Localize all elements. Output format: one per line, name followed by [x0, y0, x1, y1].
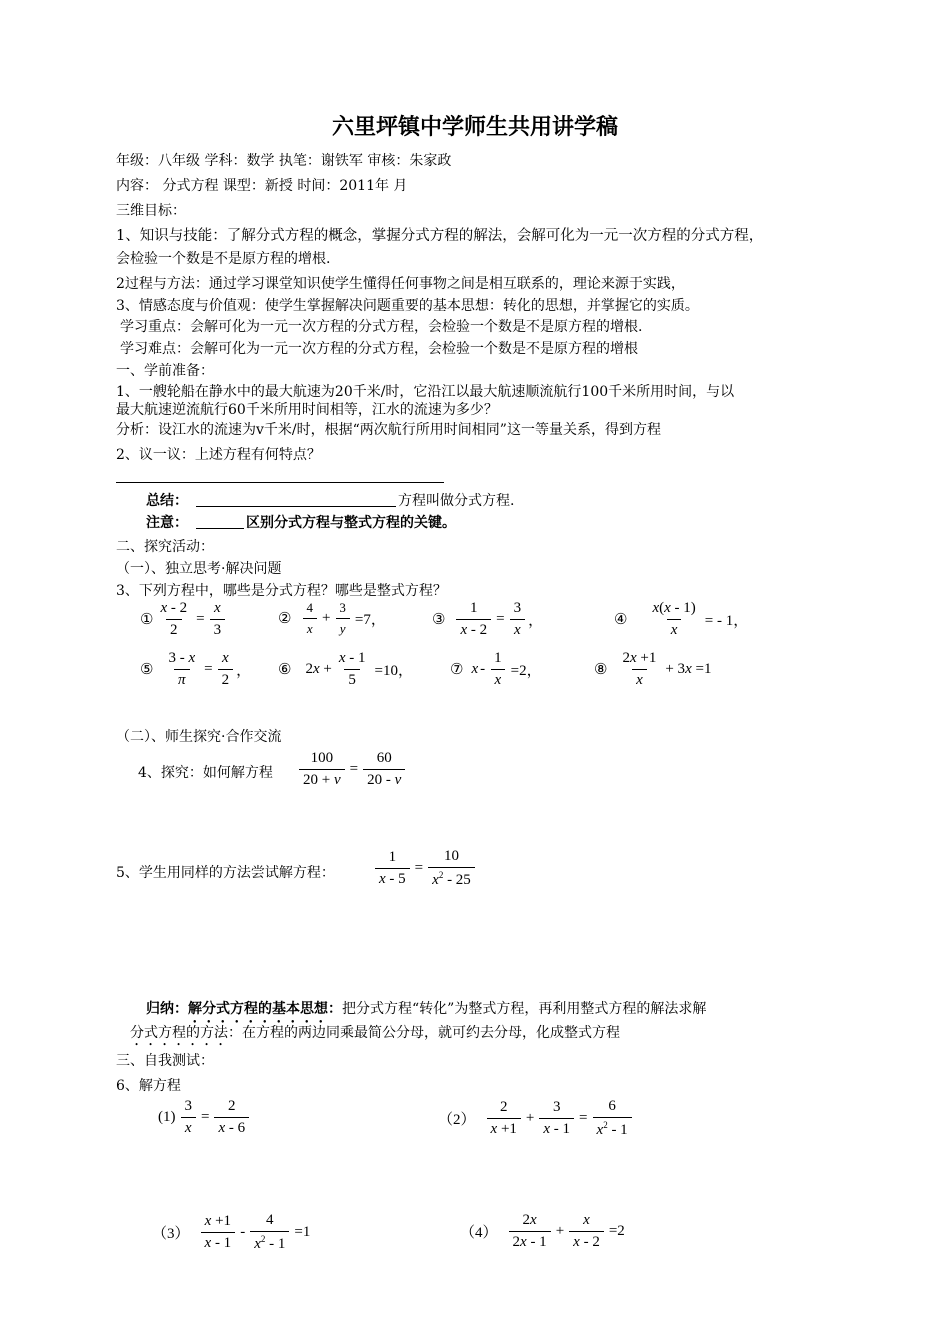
equation-6: ⑥ 2x + $\frac{x - 1}{5}$ =10，	[278, 650, 413, 688]
test-heading: 三、自我测试：	[116, 1053, 214, 1069]
exercise-4: （4） $\frac{2x}{2x - 1}$ + $\frac{x}{x - 2}$ =2	[460, 1212, 625, 1250]
equation-mark: ③	[432, 612, 446, 628]
exercise-label: （4）	[460, 1225, 498, 1241]
note-blank	[196, 528, 244, 529]
difficulty: 学习难点：会解可化为一元一次方程的分式方程，会检验一个数是不是原方程的增根	[120, 341, 638, 357]
question-2: 2、议一议：上述方程有何特点？	[116, 447, 321, 463]
equation-mark: ⑦	[450, 662, 464, 678]
induction-text-a: 把分式方程“转化”为整式方程，再利用整式方程的解法求解	[342, 1001, 707, 1017]
equation-mark: ①	[140, 612, 154, 628]
equation-mark: ②	[278, 611, 292, 627]
question-1-line-a: 1、一艘轮船在静水中的最大航速为20千米/时，它沿江以最大航速顺流航行100千米所用时间，与以	[116, 384, 735, 400]
exercise-2: （2） $\frac{2}{x +1}$ + $\frac{3}{x - 1}$ = $\frac{6}{x^2 - 1}$	[438, 1098, 635, 1139]
question-6: 6、解方程	[116, 1078, 181, 1094]
equation-q5: $\frac{1}{x - 5}$ = $\frac{10}{x^2 - 25}$	[372, 848, 478, 889]
question-1-line-b: 最大航速逆流航行60千米所用时间相等，江水的流速为多少？	[116, 402, 498, 418]
equation-1: ① $\frac{x - 2}{2}$ = $\frac{x}{3}$	[140, 600, 228, 639]
page-title: 六里坪镇中学师生共用讲学稿	[331, 114, 618, 140]
exercise-1: (1) $\frac{3}{x}$ = $\frac{2}{x - 6}$	[158, 1098, 252, 1137]
equation-5: ⑤ $\frac{3 - x}{\pi}$ = $\frac{x}{2}$ ，	[140, 650, 252, 688]
key-point: 学习重点：会解可化为一元一次方程的分式方程，会检验一个数是不是原方程的增根.	[120, 319, 643, 335]
exercise-label: （2）	[438, 1112, 476, 1128]
induction-label: 归纳：	[146, 1001, 188, 1017]
answer-line	[116, 482, 444, 483]
note-label: 注意：	[146, 515, 188, 531]
question-4: 4、探究：如何解方程	[138, 765, 273, 781]
analysis: 分析：设江水的流速为v千米/时，根据“两次航行所用时间相同”这一等量关系，得到方程	[116, 422, 661, 438]
summary-text: 方程叫做分式方程.	[398, 493, 515, 509]
question-3: 3、下列方程中，哪些是分式方程？哪些是整式方程？	[116, 583, 447, 599]
equation-mark: ⑤	[140, 662, 154, 678]
note-text: 区别分式方程与整式方程的关键。	[246, 515, 456, 531]
meta-line-2: 内容： 分式方程 课型：新授 时间：2011年 月	[116, 178, 408, 194]
equation-2: ② $\frac{4}{x}$ + $\frac{3}{y}$ =7，	[278, 600, 386, 636]
equation-3: ③ $\frac{1}{x - 2}$ = $\frac{3}{x}$ ，	[432, 600, 544, 638]
subsection-1: （一）、独立思考·解决问题	[116, 561, 282, 577]
goal-2: 2过程与方法：通过学习课堂知识使学生懂得任何事物之间是相互联系的，理论来源于实践，	[116, 276, 685, 292]
equation-4: ④ $\frac{x(x - 1)}{x}$ = - 1，	[614, 600, 749, 638]
induction-method: 分式方程的方法：	[130, 1025, 242, 1041]
exercise-label: （3）	[152, 1226, 190, 1242]
equation-8: ⑧ $\frac{2x +1}{x}$ + 3x =1	[594, 650, 712, 688]
equation-7: ⑦ x - $\frac{1}{x}$ =2，	[450, 650, 542, 688]
meta-line-1: 年级：八年级 学科：数学 执笔：谢铁军 审核：朱家政	[116, 153, 452, 169]
equation-mark: ④	[614, 612, 628, 628]
summary-label: 总结：	[146, 493, 188, 509]
explore-heading: 二、探究活动：	[116, 539, 214, 555]
equation-mark: ⑧	[594, 662, 608, 678]
induction-text-b: 在方程的两边同乘最简公分母，就可约去分母，化成整式方程	[242, 1025, 620, 1041]
goal-3: 3、情感态度与价值观：使学生掌握解决问题重要的基本思想：转化的思想，并掌握它的实质。	[116, 298, 699, 314]
equation-q4: $\frac{100}{20 + v}$ = $\frac{60}{20 - v}$	[296, 750, 408, 789]
induction-line-b	[130, 1022, 620, 1049]
goals-heading: 三维目标：	[116, 203, 186, 219]
goal-1-line-a: 1、知识与技能：了解分式方程的概念，掌握分式方程的解法，会解可化为一元一次方程的分式方程，	[116, 228, 764, 244]
summary-blank	[196, 506, 396, 507]
exercise-3: （3） $\frac{x +1}{x - 1}$ - $\frac{4}{x^2 - 1}$ =1	[152, 1212, 311, 1252]
induction-bold: 解分式方程的基本思想：	[188, 1001, 342, 1017]
equation-mark: ⑥	[278, 662, 292, 678]
question-5: 5、学生用同样的方法尝试解方程：	[116, 865, 335, 881]
goal-1-line-b: 会检验一个数是不是原方程的增根.	[116, 251, 331, 267]
prep-heading: 一、学前准备：	[116, 363, 214, 379]
exercise-label: (1)	[158, 1109, 176, 1125]
subsection-2: （二）、师生探究·合作交流	[116, 729, 282, 745]
